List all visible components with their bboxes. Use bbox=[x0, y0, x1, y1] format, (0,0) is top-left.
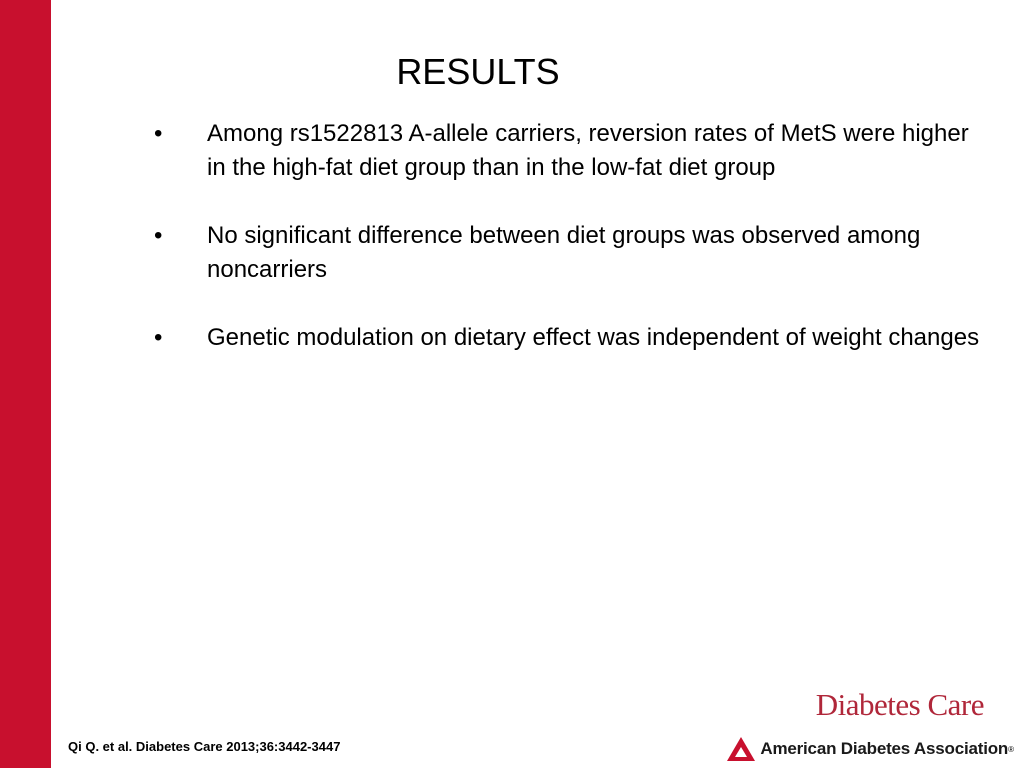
journal-logo: Diabetes Care bbox=[815, 687, 984, 722]
bullet-item bbox=[154, 219, 984, 287]
bullet-dot: • bbox=[154, 222, 163, 249]
bullet-dot: • bbox=[154, 120, 163, 147]
bullet-item bbox=[154, 117, 984, 185]
bullet-text: No significant difference between diet groups was observed among noncarriers bbox=[207, 222, 921, 283]
citation: Qi Q. et al. Diabetes Care 2013;36:3442-3447 bbox=[68, 739, 341, 754]
bullet-list bbox=[154, 117, 984, 389]
bullet-text: Genetic modulation on dietary effect was independent of weight changes bbox=[207, 324, 980, 351]
bullet-item bbox=[154, 321, 984, 355]
bullet-text: Among rs1522813 A-allele carriers, reversion rates of MetS were higher in the high-fat diet group than in the low-fat diet group bbox=[207, 120, 969, 181]
slide-title: RESULTS bbox=[396, 51, 560, 92]
side-accent-bar bbox=[0, 0, 51, 768]
registered-mark: ® bbox=[1008, 744, 1014, 754]
ada-triangle-icon bbox=[726, 736, 756, 762]
association-name: American Diabetes Association bbox=[760, 739, 1009, 758]
bullet-dot: • bbox=[154, 324, 163, 351]
ada-logo bbox=[726, 734, 1014, 764]
